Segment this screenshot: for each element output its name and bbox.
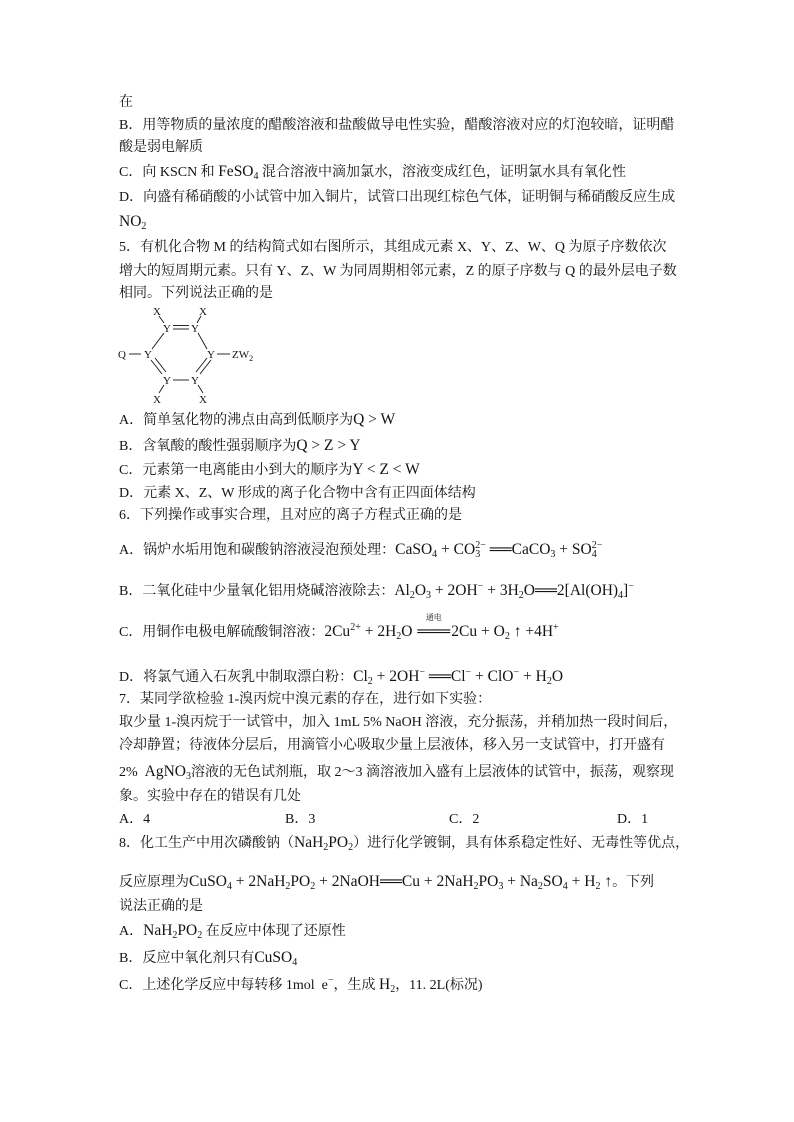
formula-run: + ClO bbox=[471, 668, 514, 685]
text-run: 取少量 1-溴丙烷于一试管中，加入 1mL 5% NaOH 溶液，充分振荡，并稍加热一段时间后， bbox=[119, 715, 678, 730]
superscript: − bbox=[419, 667, 426, 678]
q8-option-a bbox=[119, 921, 346, 942]
q8-option-c bbox=[119, 975, 483, 996]
formula-run: + 2OH bbox=[372, 668, 420, 685]
q5-option-c bbox=[119, 460, 420, 481]
formula-run: PO bbox=[290, 873, 311, 890]
subscript: 2 bbox=[396, 631, 402, 642]
formula-run: 2Cu bbox=[324, 623, 351, 640]
text-run: C．用铜作电极电解硫酸铜溶液： bbox=[119, 625, 325, 640]
atom-y-mid-right: Y bbox=[207, 349, 215, 361]
text-run: 说法正确的是 bbox=[119, 899, 203, 914]
subscript: 4 bbox=[432, 549, 438, 560]
text-run: 溶液的无色试剂瓶，取 2～3 滴溶液加入盛有上层液体的试管中，振荡，观察现 bbox=[191, 765, 675, 780]
subscript: 2 bbox=[518, 590, 524, 601]
formula-run: NO bbox=[119, 213, 142, 230]
text-run: D．元素 X、Z、W 形成的离子化合物中含有正四面体结构 bbox=[119, 486, 476, 501]
atom-y-top-left: Y bbox=[163, 323, 171, 335]
text-run: 混合溶液中滴加氯水，溶液变成红色，证明氯水具有氧化性 bbox=[258, 165, 627, 180]
text-run: 8．化工生产中用次磷酸钠（ bbox=[119, 836, 294, 851]
charge-subscript-stack bbox=[475, 541, 486, 559]
subscript: 2 bbox=[348, 842, 354, 853]
superscript: 2− bbox=[475, 540, 486, 551]
atom-q: Q bbox=[118, 349, 126, 361]
subscript: 4 bbox=[618, 590, 624, 601]
text-run: D．将氯气通入石灰乳中制取漂白粉： bbox=[119, 670, 354, 685]
superscript: − bbox=[513, 667, 520, 678]
formula-run: + 2NaOH══Cu + 2NaH bbox=[315, 873, 474, 890]
formula-run: Al bbox=[394, 582, 410, 599]
superscript: − bbox=[628, 581, 634, 592]
formula-run: PO bbox=[478, 873, 499, 890]
formula-run: 2Cu + O bbox=[451, 623, 505, 640]
subscript: 2 bbox=[504, 631, 510, 642]
structure-formula-m bbox=[110, 300, 270, 410]
text-run: 冷却静置；待液体分层后，用滴管小心吸取少量上层液体，移入另一支试管中，打开盛有 bbox=[119, 738, 665, 753]
superscript: + bbox=[553, 622, 559, 633]
q6-option-d bbox=[119, 667, 563, 688]
superscript: − bbox=[477, 581, 484, 592]
subscript: 2 bbox=[310, 881, 316, 892]
text-run: 酸是弱电解质 bbox=[119, 140, 203, 155]
formula-run: PO bbox=[177, 922, 198, 939]
atom-x-top-left: X bbox=[153, 306, 161, 318]
superscript: − bbox=[465, 667, 472, 678]
atom-x-bottom-right: X bbox=[199, 394, 207, 406]
q6-option-c bbox=[119, 613, 559, 643]
superscript: − bbox=[327, 975, 334, 986]
text-run: C．向 KSCN 和 bbox=[119, 165, 219, 180]
subscript: 4 bbox=[562, 881, 568, 892]
atom-y-bottom-left: Y bbox=[163, 375, 171, 387]
reaction-condition-sign bbox=[416, 613, 451, 643]
q5-option-b bbox=[119, 436, 361, 457]
formula-run: CuSO bbox=[189, 873, 227, 890]
q7-option-b: B．3 bbox=[285, 812, 316, 827]
formula-run: + H bbox=[519, 668, 547, 685]
text-run: 象。实验中存在的错误有几处 bbox=[119, 789, 301, 804]
subscript: 3 bbox=[186, 771, 192, 782]
text-run: 2% bbox=[119, 765, 145, 780]
formula-run: ↑ bbox=[600, 873, 613, 890]
text-run: A． bbox=[119, 924, 144, 939]
formula-run: Q > Z > Y bbox=[296, 437, 361, 454]
formula-run: + 2OH bbox=[431, 582, 478, 599]
q7-procedure-line-3 bbox=[119, 762, 674, 783]
subscript: 3 bbox=[498, 881, 504, 892]
text-run: ）进行化学镀铜，具有体系稳定性好、无毒性等优点， bbox=[353, 836, 690, 851]
subscript: 3 bbox=[475, 549, 481, 560]
q7-option-a: A．4 bbox=[119, 812, 151, 827]
q6-stem bbox=[119, 506, 462, 526]
formula-run: ↑ +4H bbox=[509, 623, 554, 640]
charge-subscript-stack bbox=[592, 541, 603, 559]
formula-run: ══CaCO bbox=[485, 541, 551, 558]
text-run: C．上述化学反应中每转移 1mol e bbox=[119, 978, 328, 993]
formula-run: O bbox=[401, 623, 417, 640]
formula-run: + Na bbox=[503, 873, 538, 890]
formula-run: + H bbox=[567, 873, 596, 890]
subscript: 2 bbox=[409, 590, 415, 601]
formula-run: NaH bbox=[143, 922, 173, 939]
text-run: 在反应中体现了还原性 bbox=[202, 924, 346, 939]
q5-stem bbox=[119, 238, 667, 258]
text-run: 相同。下列说法正确的是 bbox=[119, 286, 273, 301]
subscript: 2 bbox=[537, 881, 543, 892]
subscript: 2 bbox=[367, 676, 373, 687]
q4-option-b-continuation bbox=[119, 138, 203, 158]
formula-run: H bbox=[378, 976, 391, 993]
formula-run: CaSO bbox=[395, 541, 433, 558]
q4-option-b bbox=[119, 116, 674, 136]
q6-option-b bbox=[119, 581, 634, 602]
atom-y-top-right: Y bbox=[191, 323, 199, 335]
reaction-condition-label: 通电 bbox=[425, 613, 442, 622]
formula-run: Cl bbox=[353, 668, 368, 685]
formula-run: NaH bbox=[294, 834, 324, 851]
group-zw-label: ZW bbox=[232, 349, 250, 361]
formula-run: + 2H bbox=[360, 623, 397, 640]
text-run: 5．有机化合物 M 的结构简式如右图所示，其组成元素 X、Y、Z、W、Q 为原子序数依次 bbox=[119, 240, 667, 255]
q6-option-a bbox=[119, 540, 602, 561]
q7-stem bbox=[119, 690, 491, 710]
q4-option-d bbox=[119, 188, 675, 208]
formula-run: CuSO bbox=[254, 949, 293, 966]
bond-double-lower-right-b bbox=[196, 358, 207, 372]
text-run: C．元素第一电离能由小到大的顺序为 bbox=[119, 463, 353, 478]
group-zw-subscript: 2 bbox=[249, 354, 254, 363]
text-run: A．简单氢化物的沸点由高到低顺序为 bbox=[119, 413, 354, 428]
subscript: 4 bbox=[591, 549, 597, 560]
formula-run: ══Cl bbox=[425, 668, 466, 685]
group-zw2 bbox=[232, 349, 253, 363]
subscript: 2 bbox=[141, 221, 147, 232]
q5-option-a bbox=[119, 410, 395, 431]
bond-double-lower-left-b bbox=[155, 358, 166, 372]
q8-reaction-equation bbox=[119, 872, 654, 893]
text-run: B．含氧酸的酸性强弱顺序为 bbox=[119, 439, 297, 454]
formula-run: + 2NaH bbox=[231, 873, 286, 890]
text-run: 反应原理为 bbox=[119, 875, 189, 890]
formula-run: SO bbox=[542, 873, 563, 890]
subscript: 2 bbox=[390, 984, 396, 995]
atom-x-top-right: X bbox=[199, 306, 207, 318]
q7-question bbox=[119, 787, 301, 807]
subscript: 3 bbox=[426, 590, 432, 601]
text-run: B．用等物质的量浓度的醋酸溶液和盐酸做导电性实验，醋酸溶液对应的灯泡较暗，证明醋 bbox=[119, 118, 675, 133]
subscript: 2 bbox=[546, 676, 552, 687]
text-run: 6．下列操作或事实合理，且对应的离子方程式正确的是 bbox=[119, 508, 462, 523]
atom-x-bottom-left: X bbox=[153, 394, 161, 406]
text-run: B．二氧化硅中少量氧化铝用烧碱溶液除去： bbox=[119, 584, 395, 599]
subscript: 2 bbox=[285, 881, 291, 892]
q7-procedure-line-2 bbox=[119, 736, 665, 756]
formula-run: + SO bbox=[555, 541, 592, 558]
formula-run: O bbox=[414, 582, 427, 599]
q7-procedure-line-1 bbox=[119, 713, 677, 733]
subscript: 2 bbox=[197, 930, 203, 941]
q7-option-c: C．2 bbox=[449, 812, 480, 827]
text-run: ，11. 2L(标况) bbox=[395, 978, 483, 993]
subscript: 4 bbox=[253, 171, 259, 182]
q8-stem bbox=[119, 833, 689, 854]
formula-run: Y < Z < W bbox=[352, 461, 420, 478]
bond-double-lower-right-a bbox=[200, 360, 211, 374]
bond-single-upper-right bbox=[198, 333, 207, 349]
text-run: 增大的短周期元素。只有 Y、Z、W 为同周期相邻元素，Z 的原子序数与 Q 的最外层电子数 bbox=[119, 264, 677, 279]
formula-run: AgNO bbox=[144, 763, 187, 780]
formula-run: FeSO bbox=[218, 163, 254, 180]
bond-double-lower-left-a bbox=[151, 360, 162, 374]
q4-option-c bbox=[119, 162, 626, 183]
q5-option-d bbox=[119, 484, 476, 504]
subscript: 2 bbox=[323, 842, 329, 853]
atom-y-mid-left: Y bbox=[144, 349, 152, 361]
formula-run: + CO bbox=[437, 541, 476, 558]
text-run: B．反应中氧化剂只有 bbox=[119, 951, 255, 966]
text-run: ，生成 bbox=[333, 978, 379, 993]
q8-question bbox=[119, 897, 203, 917]
q7-option-d: D．1 bbox=[617, 812, 649, 827]
formula-run: + 3H bbox=[483, 582, 519, 599]
formula-run: O══2[Al(OH) bbox=[523, 582, 619, 599]
text-run: A．锅炉水垢用饱和碳酸钠溶液浸泡预处理： bbox=[119, 543, 396, 558]
formula-run: ] bbox=[623, 582, 629, 599]
subscript: 2 bbox=[595, 881, 601, 892]
q8-option-b bbox=[119, 948, 297, 969]
subscript: 2 bbox=[172, 930, 178, 941]
text-run: 。下列 bbox=[612, 875, 655, 890]
q4-option-d-continuation bbox=[119, 212, 146, 233]
text-run: 7．某同学欲检验 1-溴丙烷中溴元素的存在，进行如下实验： bbox=[119, 692, 492, 707]
superscript: 2− bbox=[591, 540, 603, 551]
formula-run: ═══ bbox=[417, 623, 451, 640]
formula-run: Q > W bbox=[353, 411, 396, 428]
subscript: 2 bbox=[473, 881, 479, 892]
bond-single-upper-left bbox=[152, 333, 164, 349]
formula-run: O bbox=[551, 668, 564, 685]
atom-y-bottom-right: Y bbox=[191, 375, 199, 387]
formula-run: PO bbox=[328, 834, 349, 851]
q5-stem-line-2 bbox=[119, 262, 677, 282]
subscript: 4 bbox=[226, 881, 232, 892]
subscript: 4 bbox=[292, 957, 298, 968]
superscript: 2+ bbox=[350, 622, 361, 633]
text-run: 在 bbox=[119, 95, 133, 110]
subscript: 3 bbox=[550, 549, 556, 560]
q4-option-a-continuation bbox=[119, 93, 133, 113]
text-run: D．向盛有稀硝酸的小试管中加入铜片，试管口出现红棕色气体，证明铜与稀硝酸反应生成 bbox=[119, 190, 676, 205]
